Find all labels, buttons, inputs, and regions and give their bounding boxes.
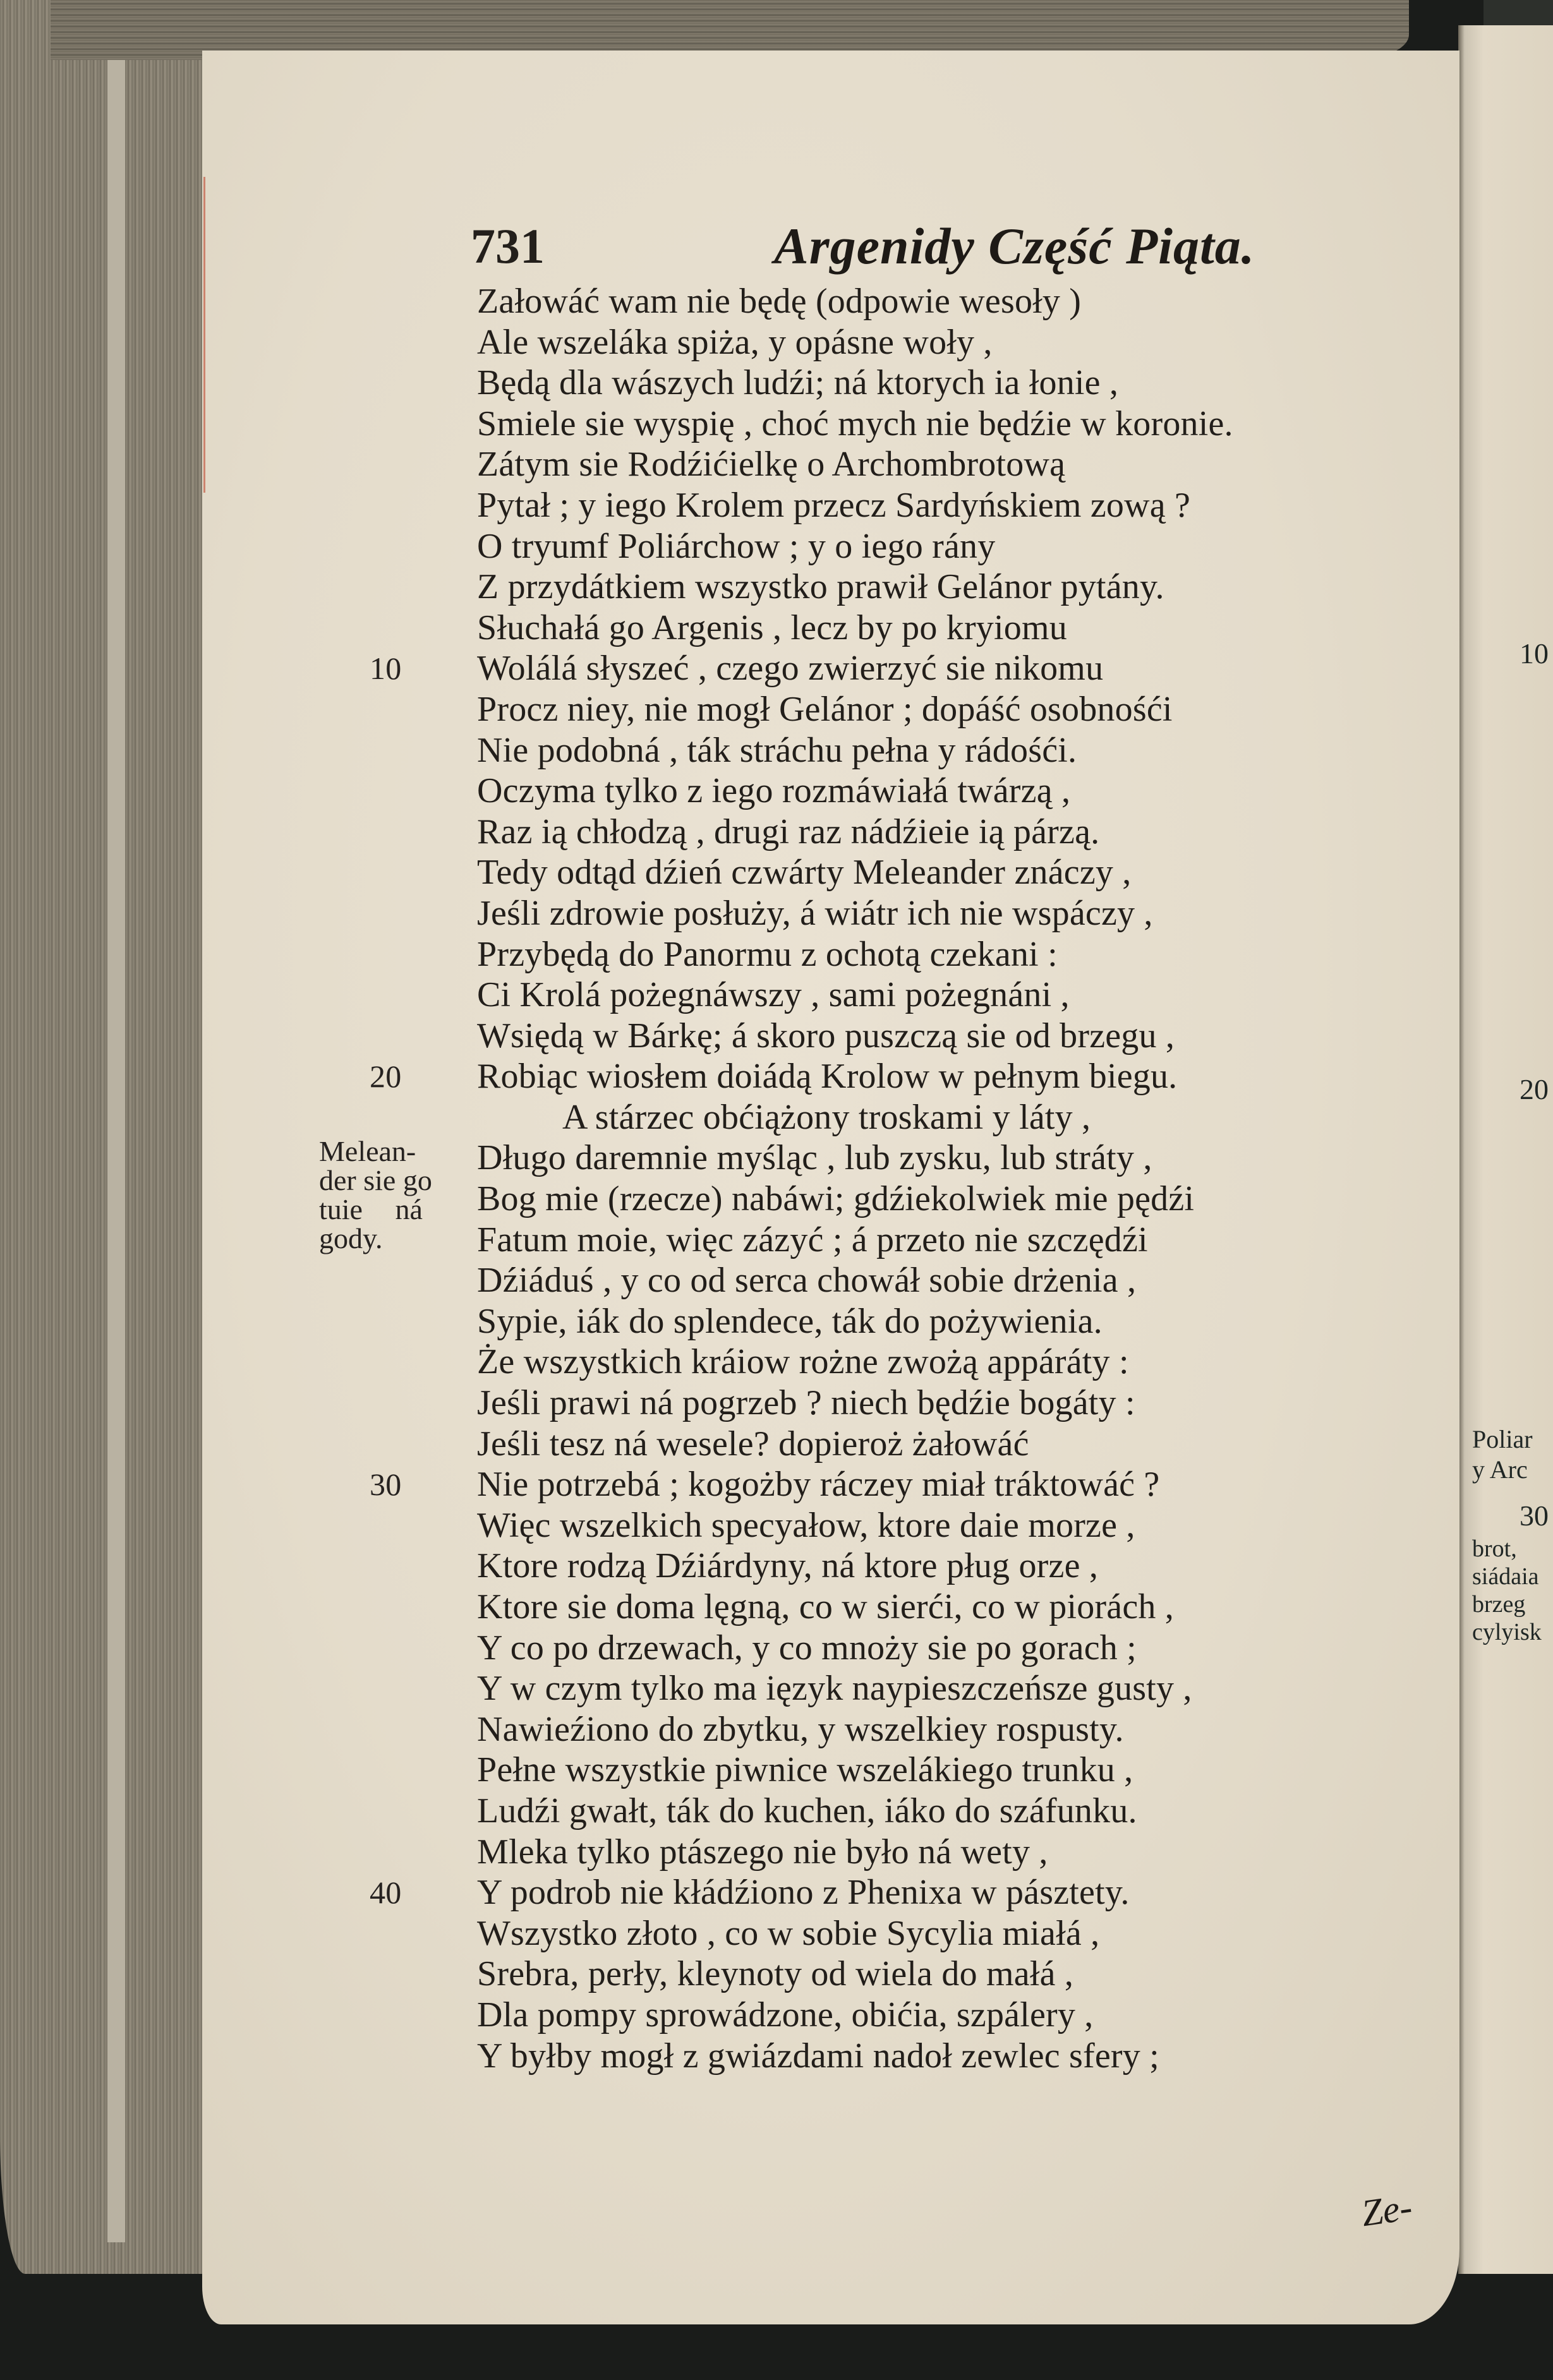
verse-line-text: Będą dla wászych ludźi; ná ktorych ia łonie , xyxy=(477,363,1119,403)
verse-line-text: Pełne wszystkie piwnice wszelákiego trunku , xyxy=(477,1750,1133,1790)
facing-line-number: 20 xyxy=(1520,1074,1549,1105)
facing-margin-fragment xyxy=(1472,1424,1553,1485)
verse-line-text: Że wszystkich kráiow rożne zwożą appáráty : xyxy=(477,1342,1129,1382)
facing-margin-line: Poliar xyxy=(1472,1425,1533,1453)
verse-line xyxy=(370,648,1381,689)
verse-line-text: Raz ią chłodzą , drugi raz nádźieie ią párzą. xyxy=(477,812,1100,851)
verse-line xyxy=(477,281,1381,322)
margin-note-line: der sie go xyxy=(319,1164,432,1196)
verse-line-text: Załowáć wam nie będę (odpowie wesoły ) xyxy=(477,282,1082,321)
verse-line-text: Dźiáduś , y co od serca chowáł sobie drżenia , xyxy=(477,1261,1137,1301)
verse-line-text: Y w czym tylko ma ięzyk naypieszczeńsze gusty , xyxy=(477,1669,1192,1709)
verse-line xyxy=(477,1954,1381,1995)
verse-line xyxy=(477,1342,1381,1383)
verse-line-text: Wsiędą w Bárkę; á skoro puszczą sie od brzegu , xyxy=(477,1016,1175,1055)
line-number: 20 xyxy=(370,1059,402,1095)
verse-line xyxy=(477,444,1381,485)
verse-line xyxy=(477,934,1381,975)
verse-line-text: Bog mie (rzecze) nabáwi; gdźiekolwiek mie pędźi xyxy=(477,1179,1195,1219)
verse-line-text: Y co po drzewach, y co mnoży sie po gorach ; xyxy=(477,1628,1137,1668)
facing-text-line: cylyisk xyxy=(1472,1619,1542,1645)
verse-line xyxy=(477,1668,1381,1709)
verse-line-text: Ktore rodzą Dźiárdyny, ná ktore pług orze , xyxy=(477,1546,1099,1586)
verse-line-text: Słuchałá go Argenis , lecz by po kryiomu xyxy=(477,608,1067,647)
verse-line xyxy=(477,1628,1381,1669)
verse-line xyxy=(477,893,1381,934)
verse-line-text: O tryumf Poliárchow ; y o iego rány xyxy=(477,526,996,566)
verse-line xyxy=(477,1913,1381,1954)
facing-page-edge xyxy=(1458,25,1553,2274)
verse-line-text: Pytał ; y iego Krolem przecz Sardyńskiem zową ? xyxy=(477,485,1191,525)
facing-text-fragment xyxy=(1472,1535,1553,1646)
verse-line xyxy=(477,975,1381,1016)
verse-line-text: Y podrob nie kłádźiono z Phenixa w pásztety. xyxy=(477,1873,1130,1913)
verse-line xyxy=(477,608,1381,649)
verse-line xyxy=(370,1056,1381,1097)
verse-line-text: Nie podobná , ták stráchu pełna y rádośći. xyxy=(477,730,1077,770)
line-number: 40 xyxy=(370,1875,402,1911)
verse-line-text: Dla pompy sprowádzone, obićia, szpálery , xyxy=(477,1995,1094,2034)
line-number: 10 xyxy=(370,651,402,687)
verse-line xyxy=(477,1179,1381,1220)
verse-line-text: Więc wszelkich specyałow, ktore daie morze , xyxy=(477,1505,1135,1545)
verse-line-text: Długo daremnie myśląc , lub zysku, lub stráty , xyxy=(477,1138,1152,1178)
verse-line xyxy=(477,485,1381,526)
verse-line xyxy=(370,1464,1381,1505)
verse-line xyxy=(477,1424,1381,1465)
verse-line xyxy=(477,1995,1381,2036)
verse-line-text: Ludźi gwałt, ták do kuchen, iáko do száfunku. xyxy=(477,1791,1137,1830)
verse-line xyxy=(370,1872,1381,1913)
verse-line xyxy=(477,363,1381,404)
verse-line xyxy=(477,1750,1381,1791)
verse-line-text: Zátym sie Rodźićielkę o Archombrotową xyxy=(477,445,1066,484)
running-head xyxy=(471,218,1292,287)
verse-line-text: Y byłby mogł z gwiázdami nadoł zewlec sfery ; xyxy=(477,2036,1159,2076)
verse-line xyxy=(477,1709,1381,1750)
verse-line xyxy=(477,2036,1381,2077)
verse-line-text: A stárzec obćiążony troskami y láty , xyxy=(562,1097,1091,1137)
verse-line xyxy=(477,526,1381,567)
verse-line-text: Przybędą do Panormu z ochotą czekani : xyxy=(477,934,1058,974)
verse-line xyxy=(477,1587,1381,1628)
verse-line xyxy=(477,1260,1381,1301)
verse-line-text: Jeśli tesz ná wesele? dopieroż żałowáć xyxy=(477,1424,1029,1463)
verse-line-text: Nawieźiono do zbytku, y wszelkiey rospusty. xyxy=(477,1709,1124,1749)
verse-line-text: Oczyma tylko z iego rozmáwiałá twárzą , xyxy=(477,771,1071,811)
running-title: Argenidy Część Piąta. xyxy=(774,217,1255,275)
verse-line xyxy=(477,812,1381,853)
verse-line-text: Ktore sie doma lęgną, co w sierći, co w piorách , xyxy=(477,1587,1174,1626)
verse-line xyxy=(477,322,1381,363)
verse-line-text: Wolálá słyszeć , czego zwierzyć sie nikomu xyxy=(477,649,1104,688)
line-number: 30 xyxy=(370,1467,402,1503)
verse-line-text: Jeśli zdrowie posłuży, á wiátr ich nie wspáczy , xyxy=(477,893,1153,933)
red-edge-stain xyxy=(203,177,205,493)
verse-line xyxy=(477,1832,1381,1873)
facing-text-line: brzeg xyxy=(1472,1591,1526,1618)
verse-line-text: Jeśli prawi ná pogrzeb ? niech będźie bogáty : xyxy=(477,1383,1135,1423)
verse-line xyxy=(477,1301,1381,1342)
verse-line xyxy=(477,1097,1381,1138)
verse-line-text: Nie potrzebá ; kogożby ráczey miał tráktowáć ? xyxy=(477,1465,1160,1505)
margin-note-line: tuie ná xyxy=(319,1193,423,1225)
facing-text-line: brot, xyxy=(1472,1536,1517,1562)
verse-line-text: Robiąc wiosłem doiádą Krolow w pełnym biegu. xyxy=(477,1057,1178,1097)
verse-line xyxy=(477,771,1381,812)
verse-line xyxy=(477,1383,1381,1424)
page-number: 731 xyxy=(471,219,545,273)
verse-line-text: Tedy odtąd dźień czwárty Meleander znáczy , xyxy=(477,853,1132,892)
facing-line-number: 10 xyxy=(1520,638,1549,670)
verse-line-text: Procz niey, nie mogł Gelánor ; dopáść osobnośći xyxy=(477,689,1173,729)
margin-note-line: Melean- xyxy=(319,1135,416,1167)
facing-text-line: siádaia xyxy=(1472,1563,1539,1590)
page-stack-left xyxy=(0,0,208,2274)
verse-line xyxy=(477,1505,1381,1546)
margin-note-line: gody. xyxy=(319,1222,383,1254)
verse-line-text: Mleka tylko ptászego nie było ná wety , xyxy=(477,1832,1048,1872)
verse-line-text: Wszystko złoto , co w sobie Sycylia miałá , xyxy=(477,1913,1100,1953)
verse-line-text: Smiele sie wyspię , choć mych nie będźie w koronie. xyxy=(477,404,1233,443)
verse-line xyxy=(477,1016,1381,1057)
verse-line xyxy=(477,852,1381,893)
verse-line xyxy=(477,1546,1381,1587)
verse-line xyxy=(477,404,1381,445)
verse-line-text: Ale wszeláka spiża, y opásne woły , xyxy=(477,322,993,362)
verse-line xyxy=(477,1220,1381,1261)
verse-line xyxy=(477,567,1381,608)
facing-margin-line: y Arc xyxy=(1472,1455,1528,1484)
verse-line-text: Ci Krolá pożegnáwszy , sami pożegnáni , xyxy=(477,975,1070,1015)
verse-line xyxy=(477,1791,1381,1832)
verse-line-text: Sypie, iák do splendece, ták do pożywienia. xyxy=(477,1301,1103,1341)
catchword: Ze- xyxy=(1358,2185,1415,2235)
verse-line xyxy=(477,1138,1381,1179)
margin-note xyxy=(319,1137,455,1253)
verse-line xyxy=(477,689,1381,730)
verse-line-text: Srebra, perły, kleynoty od wiela do małá , xyxy=(477,1954,1074,1994)
verse-line xyxy=(477,730,1381,771)
facing-line-number: 30 xyxy=(1520,1500,1549,1532)
verse-line-text: Fatum moie, więc zázyć ; á przeto nie szczędźi xyxy=(477,1220,1148,1259)
verse-line-text: Z przydátkiem wszystko prawił Gelánor pytány. xyxy=(477,567,1164,607)
